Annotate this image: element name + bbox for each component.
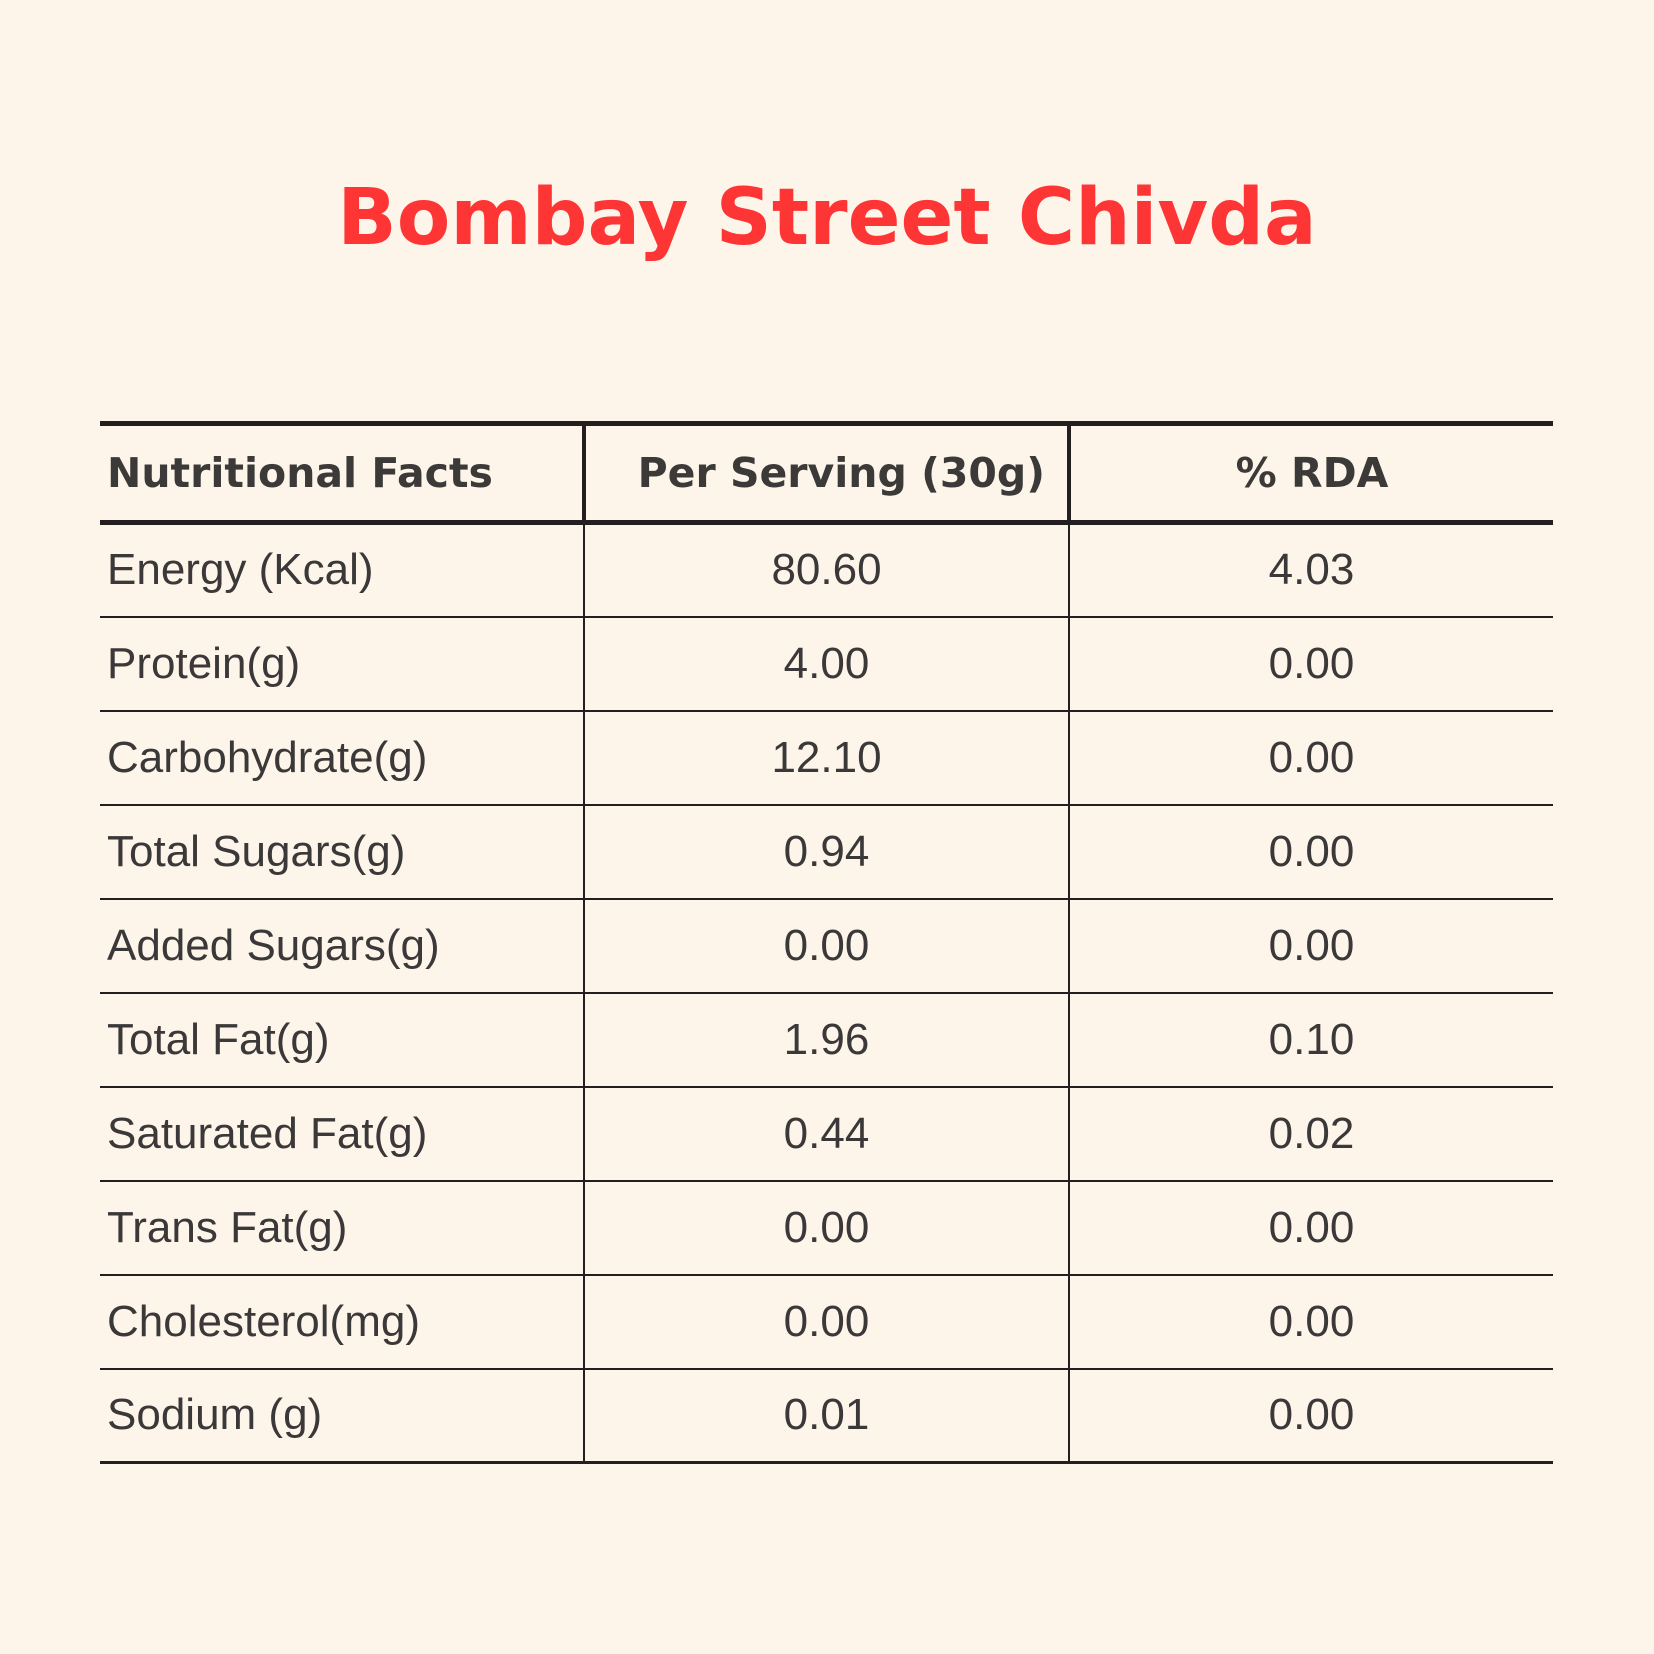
- nutrient-name-cell: Saturated Fat(g): [100, 1087, 584, 1181]
- nutrient-name-cell: Added Sugars(g): [100, 899, 584, 993]
- table-row: [100, 711, 1553, 805]
- page-title: Bombay Street Chivda: [337, 173, 1317, 263]
- nutrient-name-cell: Energy (Kcal): [100, 523, 584, 617]
- header-row: [100, 424, 1553, 523]
- rda-cell: 0.00: [1069, 805, 1553, 899]
- nutrient-name-cell: Cholesterol(mg): [100, 1275, 584, 1369]
- table-row: [100, 805, 1553, 899]
- per-serving-cell: 0.00: [584, 899, 1069, 993]
- rda-cell: 0.00: [1069, 1275, 1553, 1369]
- rda-cell: 0.00: [1069, 711, 1553, 805]
- table-row: [100, 523, 1553, 617]
- table-header: [100, 424, 1553, 523]
- per-serving-cell: 1.96: [584, 993, 1069, 1087]
- per-serving-cell: 0.00: [584, 1181, 1069, 1275]
- nutrient-name-cell: Trans Fat(g): [100, 1181, 584, 1275]
- table-body: [100, 523, 1553, 1463]
- rda-cell: 0.00: [1069, 899, 1553, 993]
- per-serving-cell: 4.00: [584, 617, 1069, 711]
- nutrient-name-cell: Total Sugars(g): [100, 805, 584, 899]
- table-row: [100, 1181, 1553, 1275]
- header-rda: % RDA: [1069, 424, 1553, 523]
- table-row: [100, 993, 1553, 1087]
- table-row: [100, 1275, 1553, 1369]
- per-serving-cell: 0.00: [584, 1275, 1069, 1369]
- per-serving-cell: 12.10: [584, 711, 1069, 805]
- table-row: [100, 617, 1553, 711]
- rda-cell: 0.00: [1069, 1369, 1553, 1463]
- header-nutritional-facts: Nutritional Facts: [100, 424, 584, 523]
- per-serving-cell: 0.94: [584, 805, 1069, 899]
- rda-cell: 0.02: [1069, 1087, 1553, 1181]
- rda-cell: 4.03: [1069, 523, 1553, 617]
- nutrition-table: [100, 421, 1553, 1464]
- nutrient-name-cell: Sodium (g): [100, 1369, 584, 1463]
- rda-cell: 0.00: [1069, 617, 1553, 711]
- table-row: [100, 1087, 1553, 1181]
- nutrient-name-cell: Total Fat(g): [100, 993, 584, 1087]
- table-row: [100, 1369, 1553, 1463]
- rda-cell: 0.00: [1069, 1181, 1553, 1275]
- per-serving-cell: 0.01: [584, 1369, 1069, 1463]
- header-per-serving: Per Serving (30g): [584, 424, 1069, 523]
- nutrient-name-cell: Protein(g): [100, 617, 584, 711]
- rda-cell: 0.10: [1069, 993, 1553, 1087]
- table-row: [100, 899, 1553, 993]
- per-serving-cell: 0.44: [584, 1087, 1069, 1181]
- per-serving-cell: 80.60: [584, 523, 1069, 617]
- nutrient-name-cell: Carbohydrate(g): [100, 711, 584, 805]
